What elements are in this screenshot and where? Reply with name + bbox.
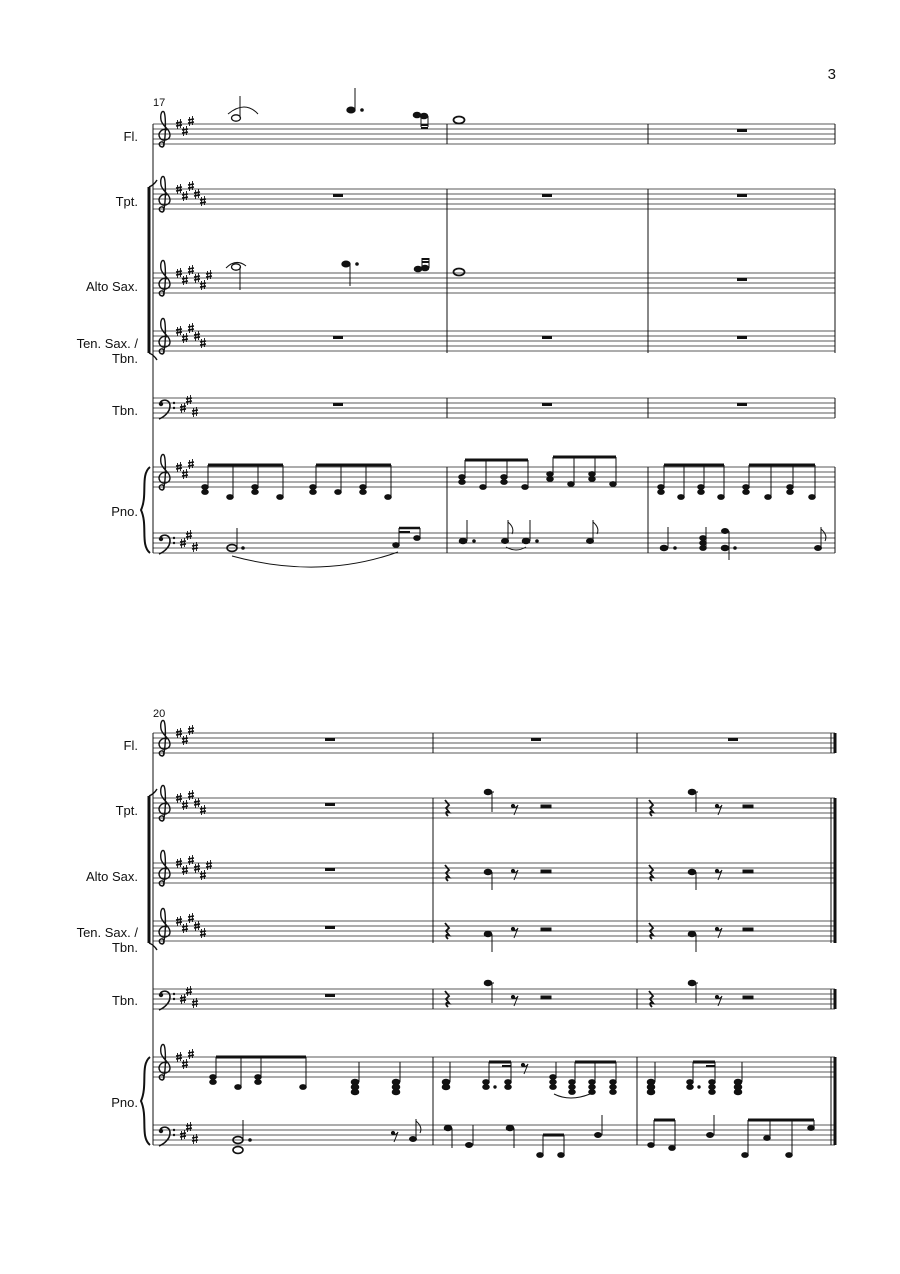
instrument-label-tenor-sax-trombone: Ten. Sax. / Tbn. <box>76 925 138 955</box>
instrument-label-trumpet: Tpt. <box>115 194 138 209</box>
instrument-label-flute: Fl. <box>123 738 138 753</box>
system-2-staves <box>141 720 835 1157</box>
page-number: 3 <box>827 66 836 83</box>
instrument-label-trombone: Tbn. <box>111 993 138 1008</box>
instrument-label-flute: Fl. <box>123 129 138 144</box>
measure-number: 20 <box>153 708 166 720</box>
instrument-label-alto-sax: Alto Sax. <box>85 869 138 884</box>
instrument-label-alto-sax: Alto Sax. <box>85 279 138 294</box>
instrument-label-tenor-sax-trombone: Ten. Sax. / Tbn. <box>76 336 138 366</box>
measure-number: 17 <box>153 97 166 109</box>
instrument-label-trombone: Tbn. <box>111 403 138 418</box>
instrument-label-piano: Pno. <box>111 1095 138 1110</box>
system-1-staves <box>141 88 835 567</box>
instrument-label-piano: Pno. <box>111 504 138 519</box>
instrument-label-trumpet: Tpt. <box>115 803 138 818</box>
